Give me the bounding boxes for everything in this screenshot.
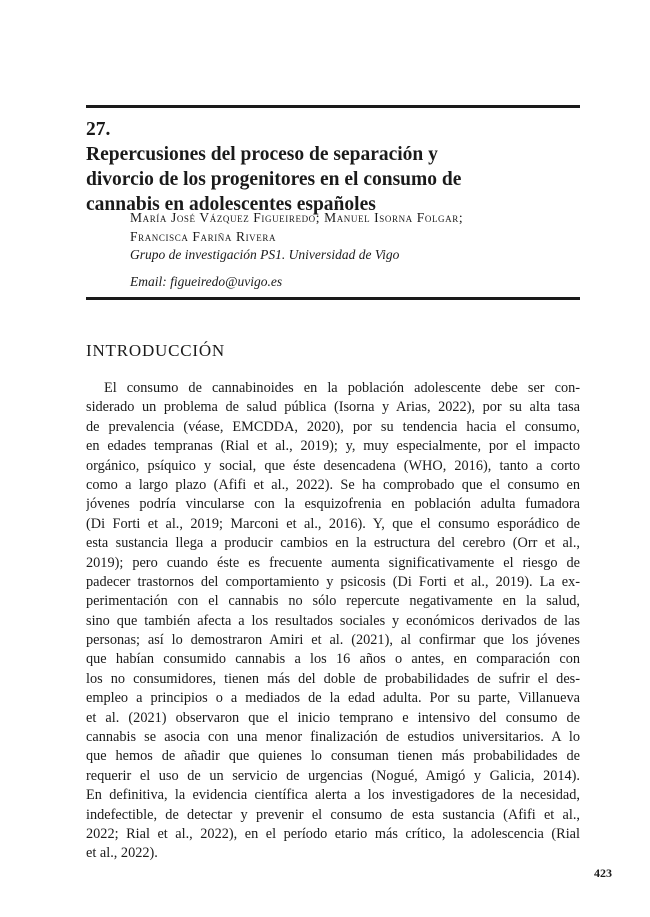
paragraph-line: personas; así lo demostraron Amiri et al. (2021), al confirmar que los jóvenes [86, 632, 580, 649]
paragraph-line: jóvenes podría vincularse con la esquizofrenia en población adulta fumadora [86, 496, 580, 513]
paragraph-line: (Di Forti et al., 2019; Marconi et al., 2016). Y, que el consumo esporádico de [86, 515, 580, 532]
affiliation: Grupo de investigación PS1. Universidad de Vigo [130, 247, 400, 262]
authors [130, 208, 463, 246]
authors-line: María José Vázquez Figueiredo; Manuel Isorna Folgar; [130, 210, 464, 225]
paragraph-line: orgánico, psíquico y social, que éste desencadena (WHO, 2016), tanto a corto [86, 457, 580, 474]
authors-line: Francisca Fariña Rivera [130, 229, 277, 244]
chapter-title-text [86, 142, 580, 217]
paragraph-line: siderado un problema de salud pública (Isorna y Arias, 2022), por su alta tasa [86, 399, 580, 416]
paragraph-line: indefectible, de detectar y prevenir el consumo de esta sustancia (Afifi et al., [86, 806, 580, 823]
section-heading: INTRODUCCIÓN [86, 341, 225, 360]
introduction-paragraph [86, 379, 580, 864]
paragraph-line: requerir el uso de un servicio de urgencias (Nogué, Amigó y Galicia, 2014). [86, 767, 580, 784]
paragraph-line: et al. (2021) observaron que el inicio temprano e intensivo del consumo de [86, 709, 580, 726]
chapter-title-line: Repercusiones del proceso de separación y [86, 144, 438, 165]
paragraph-line: 2019); pero cuando éste es frecuente aumenta significativamente el riesgo de [86, 554, 580, 571]
bottom-rule [86, 297, 580, 300]
paragraph-line: como a largo plazo (Afifi et al., 2022). Se ha comprobado que el consumo en [86, 476, 580, 493]
chapter-title-line: cannabis en adolescentes españoles [86, 194, 376, 215]
paragraph-line: que habían consumido cannabis a los 16 años o antes, en comparación con [86, 651, 580, 668]
chapter-title-line: divorcio de los progenitores en el consumo de [86, 169, 462, 190]
page-number: 423 [594, 866, 612, 880]
paragraph-line: sino que también afecta a los resultados sociales y económicos derivados de las [86, 612, 580, 629]
paragraph-line: de prevalencia (véase, EMCDDA, 2020), por su tendencia hacia el consumo, [86, 418, 580, 435]
paragraph-line: perimentación con el cannabis no sólo repercute negativamente en la salud, [86, 593, 580, 610]
paragraph-line: et al., 2022). [86, 845, 158, 862]
paragraph-line: empleo a principios o a mediados de la edad adulta. Por su parte, Villanueva [86, 690, 580, 707]
paragraph-line: en edades tempranas (Rial et al., 2019); y, muy especialmente, por el impacto [86, 438, 580, 455]
chapter-title [86, 117, 580, 217]
paragraph-line: padecer trastornos del comportamiento y psicosis (Di Forti et al., 2019). La ex- [86, 573, 580, 590]
paragraph-line: los no consumidores, tienen más del doble de probabilidades de sufrir el des- [86, 670, 580, 687]
paragraph-line: En definitiva, la evidencia científica alerta a los investigadores de la necesidad, [86, 787, 580, 804]
author-email: Email: figueiredo@uvigo.es [130, 274, 283, 289]
paragraph-line: que hemos de añadir que quienes lo consuman tienen más probabilidades de [86, 748, 580, 765]
chapter-number: 27. [86, 119, 111, 140]
paragraph-line: esta sustancia llega a producir cambios en la estructura del cerebro (Orr et al., [86, 535, 580, 552]
paragraph-line: El consumo de cannabinoides en la población adolescente debe ser con- [104, 380, 580, 396]
paragraph-line: 2022; Rial et al., 2022), en el período etario más crítico, la adolescencia (Rial [86, 825, 580, 842]
paragraph-line: cannabis se asocia con una menor finalización de estudios universitarios. A lo [86, 729, 580, 746]
top-rule [86, 105, 580, 108]
